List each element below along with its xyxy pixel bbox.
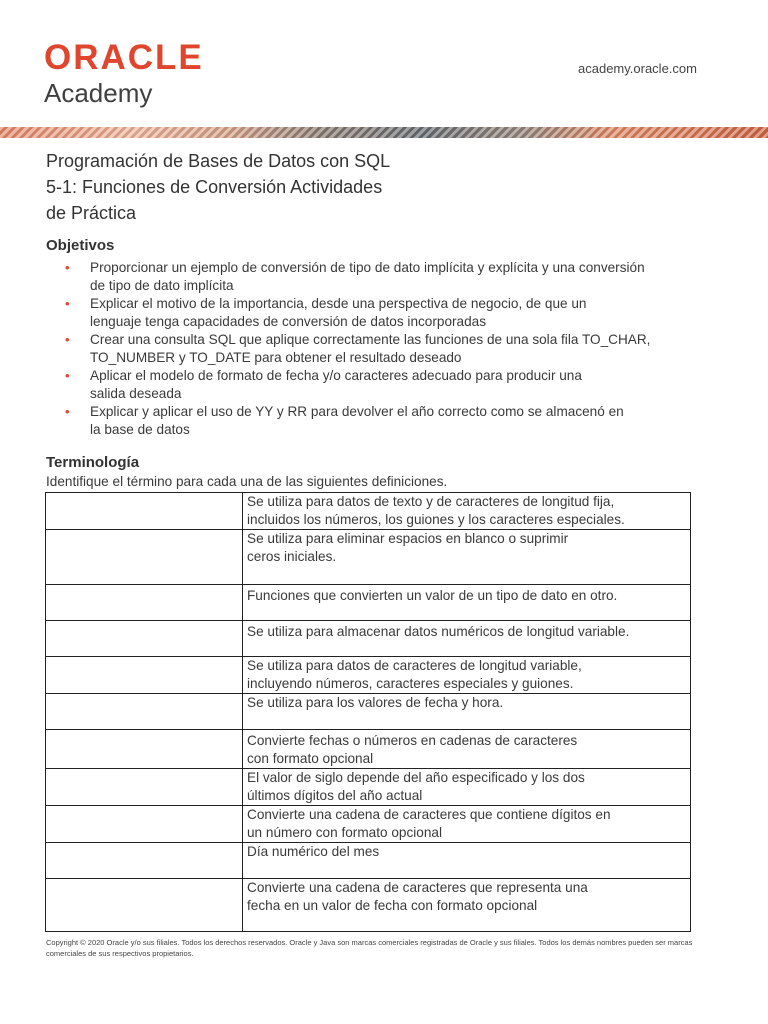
definition-cell — [243, 769, 691, 806]
bullet-icon: • — [65, 404, 70, 419]
table-row — [46, 493, 691, 530]
definition-line: un número con formato opcional — [247, 825, 442, 840]
bullet-icon: • — [65, 296, 70, 311]
site-url: academy.oracle.com — [578, 61, 697, 76]
definition-line: con formato opcional — [247, 751, 374, 766]
term-answer-cell[interactable] — [46, 843, 243, 879]
objective-line: de tipo de dato implícita — [90, 278, 234, 293]
definition-cell — [243, 657, 691, 694]
objectives-heading: Objetivos — [46, 237, 115, 254]
terminology-intro: Identifique el término para cada una de las siguientes definiciones. — [46, 474, 448, 489]
logo-brand: ORACLE — [44, 38, 204, 77]
definition-line: Día numérico del mes — [247, 844, 380, 859]
definition-line: fecha en un valor de fecha con formato opcional — [247, 898, 538, 913]
definition-line: Convierte fechas o números en cadenas de caracteres — [247, 733, 578, 748]
objective-line: Explicar y aplicar el uso de YY y RR para devolver el año correcto como se almacenó en — [90, 404, 624, 419]
logo-sub: Academy — [44, 78, 153, 108]
table-row — [46, 657, 691, 694]
objective-line: Crear una consulta SQL que aplique correctamente las funciones de una sola fila TO_CHAR, — [90, 332, 651, 347]
objective-line: salida deseada — [90, 386, 182, 401]
table-row — [46, 843, 691, 879]
definition-line: incluidos los números, los guiones y los caracteres especiales. — [247, 512, 625, 527]
definition-cell — [243, 730, 691, 769]
objectives-list — [46, 259, 716, 439]
definition-cell — [243, 694, 691, 730]
banner-pattern — [0, 127, 768, 138]
copyright-footer — [46, 937, 706, 959]
title-line: de Práctica — [46, 203, 137, 223]
objective-line: Proporcionar un ejemplo de conversión de tipo de dato implícita y explícita y una conversión — [90, 260, 645, 275]
definition-line: Se utiliza para almacenar datos numéricos de longitud variable. — [247, 624, 630, 639]
definition-line: Funciones que convierten un valor de un tipo de dato en otro. — [247, 588, 618, 603]
term-answer-cell[interactable] — [46, 621, 243, 657]
objective-line: la base de datos — [90, 422, 190, 437]
terminology-heading: Terminología — [46, 454, 140, 471]
table-row — [46, 730, 691, 769]
decorative-banner — [0, 127, 768, 138]
definition-line: ceros iniciales. — [247, 549, 337, 564]
definition-cell — [243, 806, 691, 843]
term-answer-cell[interactable] — [46, 806, 243, 843]
definition-cell — [243, 621, 691, 657]
definition-cell — [243, 530, 691, 585]
table-row — [46, 694, 691, 730]
definition-line: Convierte una cadena de caracteres que contiene dígitos en — [247, 807, 611, 822]
title-line: Programación de Bases de Datos con SQL — [46, 151, 391, 171]
definition-line: incluyendo números, caracteres especiales y guiones. — [247, 676, 574, 691]
bullet-icon: • — [65, 368, 70, 383]
footer-line: comerciales de sus respectivos propietarios. — [46, 949, 194, 958]
table-row — [46, 530, 691, 585]
term-answer-cell[interactable] — [46, 493, 243, 530]
term-answer-cell[interactable] — [46, 585, 243, 621]
table-row — [46, 769, 691, 806]
term-answer-cell[interactable] — [46, 530, 243, 585]
definition-cell — [243, 585, 691, 621]
terminology-table — [45, 492, 691, 932]
objective-item — [46, 367, 716, 403]
definition-cell — [243, 843, 691, 879]
objective-line: Explicar el motivo de la importancia, desde una perspectiva de negocio, de que un — [90, 296, 587, 311]
definition-line: Se utiliza para datos de caracteres de longitud variable, — [247, 658, 582, 673]
table-row — [46, 879, 691, 932]
term-answer-cell[interactable] — [46, 879, 243, 932]
objective-item — [46, 259, 716, 295]
objective-item — [46, 403, 716, 439]
objective-line: TO_NUMBER y TO_DATE para obtener el resultado deseado — [90, 350, 462, 365]
definition-line: últimos dígitos del año actual — [247, 788, 423, 803]
page-title — [46, 148, 526, 226]
oracle-academy-logo — [44, 40, 204, 108]
definition-line: Se utiliza para eliminar espacios en blanco o suprimir — [247, 531, 569, 546]
bullet-icon: • — [65, 260, 70, 275]
footer-line: Copyright © 2020 Oracle y/o sus filiales. Todos los derechos reservados. Oracle y Java son marcas comerciales registradas de Oracle y sus filiales. Todos los demás nombres pueden ser marcas — [46, 938, 693, 947]
objective-line: lenguaje tenga capacidades de conversión de datos incorporadas — [90, 314, 487, 329]
objective-item — [46, 295, 716, 331]
table-row — [46, 806, 691, 843]
table-row — [46, 621, 691, 657]
objective-line: Aplicar el modelo de formato de fecha y/o caracteres adecuado para producir una — [90, 368, 582, 383]
objective-item — [46, 331, 716, 367]
definition-line: Se utiliza para datos de texto y de caracteres de longitud fija, — [247, 494, 615, 509]
term-answer-cell[interactable] — [46, 769, 243, 806]
definition-cell — [243, 879, 691, 932]
definition-line: El valor de siglo depende del año especificado y los dos — [247, 770, 585, 785]
term-answer-cell[interactable] — [46, 657, 243, 694]
definition-line: Convierte una cadena de caracteres que representa una — [247, 880, 588, 895]
definition-line: Se utiliza para los valores de fecha y hora. — [247, 695, 504, 710]
term-answer-cell[interactable] — [46, 694, 243, 730]
table-row — [46, 585, 691, 621]
term-answer-cell[interactable] — [46, 730, 243, 769]
definition-cell — [243, 493, 691, 530]
title-line: 5-1: Funciones de Conversión Actividades — [46, 177, 383, 197]
bullet-icon: • — [65, 332, 70, 347]
